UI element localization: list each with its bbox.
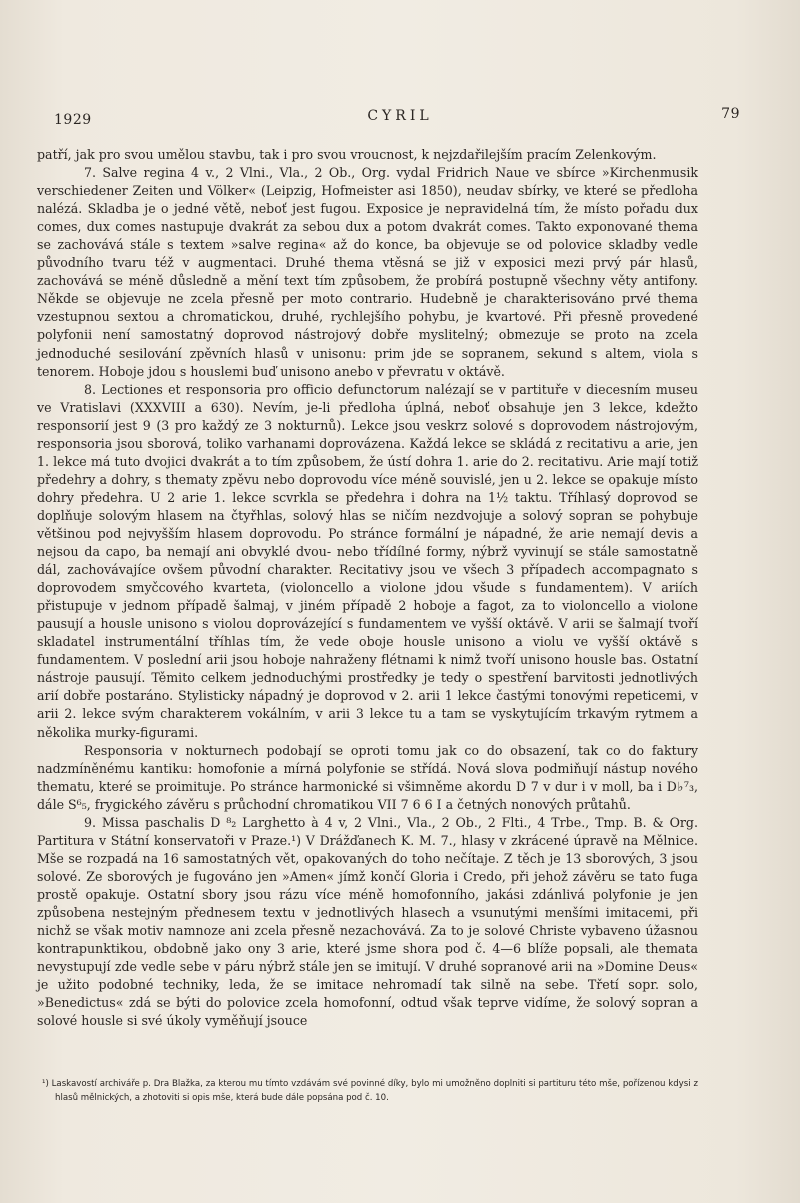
running-header: [50, 106, 750, 130]
paragraph-item-7: 7. Salve regina 4 v., 2 Vlni., Vla., 2 Ob., Org. vydal Fridrich Naue ve sbírce »Kirchenmusik verschiedener Zeiten und Völker« (Leipzig, Hofmeister asi 1850), neudav sbírky, ve které se předloha nalézá. Skladba je o jedné větě, neboť jest fugou. Exposice je nepravidelná tím, že místo pořadu dux comes, dux comes nastupuje dvakrát za sebou dux a potom dvakrát comes. Takto exponované thema se zachovává stále s textem »salve regina« až do konce, ba objevuje se od polovice skladby vedle původního tvaru též v augmentaci. Druhé thema vtěsná se již v exposici mezi prvý pár hlasů, zachovává se méně důsledně a mění text tím způsobem, že probírá postupně všechny věty antifony. Někde se objevuje ne zcela přesně per moto contrario. Hudebně je charakterisováno prvé thema vzestupnou sextou a chromatickou, druhé, rychlejšího pohybu, je kvartové. Při přesně provedené polyfonii není samostatný doprovod nástrojový dobře myslitelný; obmezuje se proto na zcela jednoduché sesilování zpěvních hlasů v unisonu: prim jde se sopranem, sekund s altem, viola s tenorem. Hoboje jdou s houslemi buď unisono anebo v převratu v oktávě.: [37, 165, 698, 379]
paragraph-continuation: patří, jak pro svou umělou stavbu, tak i pro svou vroucnost, k nejzdařilejším pracím Zelenkovým.: [37, 147, 657, 162]
paragraph-item-8: 8. Lectiones et responsoria pro officio defunctorum nalézají se v partituře v diecesním museu ve Vratislavi (XXXVIII a 630). Nevím, je-li předloha úplná, neboť obsahuje jen 3 lekce, kdežto responsorií jest 9 (3 pro každý ze 3 nokturnů). Lekce jsou veskrz solové s doprovodem nástrojovým, responsoria jsou sborová, toliko varhanami doprovázena. Každá lekce se skládá z recitativu a arie, jen 1. lekce má tuto dvojici dvakrát a to tím způsobem, že ústí dohra 1. arie do 2. recitativu. Arie mají totiž předehry a dohry, s thematy zpěvu nebo doprovodu více méně souvislé, jen u 2. lekce se opakuje místo dohry předehra. U 2 arie 1. lekce scvrkla se předehra i dohra na 1½ taktu. Tříhlasý doprovod se doplňuje solovým hlasem na čtyřhlas, solový hlas se ničím nezdvojuje a solový sopran se pohybuje většinou pod nejvyšším hlasem doprovodu. Po stránce formální je nápadné, že arie nemají devis a nejsou da capo, ba nemají ani obvyklé dvou- nebo třídílné formy, nýbrž vyvinují se stále samostatně dál, zachovávajíce ovšem původní charakter. Recitativy jsou ve všech 3 případech accompagnato s doprovodem smyčcového kvarteta, (violoncello a violone jdou všude s fundamentem). V ariích přistupuje v jednom případě šalmaj, v jiném případě 2 hoboje a fagot, za to violoncello a violone pausují a housle unisono s violou doprovázející s fundamentem ve vyšší oktávě. V arii se šalmají tvoří skladatel instrumentální tříhlas tím, že vede oboje housle unisono a violu ve vyšší oktávě s fundamentem. V poslední arii jsou hoboje nahraženy flétnami k nimž tvoří unisono housle bas. Ostatní nástroje pausují. Těmito celkem jednoduchými prostředky je tedy o spestření barvitosti jednotlivých arií dobře postaráno. Stylisticky nápadný je doprovod v 2. arii 1 lekce častými tonovými repeticemi, v arii 2. lekce svým charakterem vokálním, v arii 3 lekce tu a tam se vyskytujícím trkavým rytmem a několika murky-figurami.: [37, 381, 698, 740]
page-number: 79: [721, 106, 740, 122]
paragraph-item-9: 9. Missa paschalis D ⁸₂ Larghetto à 4 v, 2 Vlni., Vla., 2 Ob., 2 Flti., 4 Trbe., Tmp. B. & Org. Partitura v Státní konservatoři v Praze.¹) V Drážďanech K. M. 7., hlasy v zkrácené úpravě na Mělnice. Mše se rozpadá na 16 samostatných vět, opakovaných do toho nečítaje. Z těch je 13 sborových, 3 jsou solové. Ze sborových je fugováno jen »Amen« jímž končí Gloria i Credo, při jehož závěru se tato fuga prostě opakuje. Ostatní sbory jsou rázu více méně homofonního, jakási zdánlivá polyfonie je jen způsobena nestejným přednesem textu v jednotlivých hlasech a vsunutými menšími imitacemi, při nichž se však motiv namnoze ani zcela přesně nezachovává. Za to je solové Christe vybaveno úžasnou kontrapunktikou, obdobně jako ony 3 arie, které jsme shora pod č. 4—6 blíže popsali, ale themata nevystupují zde vedle sebe v páru nýbrž stále jen se imitují. V druhé sopranové arii na »Domine Deus« je užito podobné techniky, leda, že se imitace nehromadí tak silně na sebe. Třetí sopr. solo, »Benedictus« zdá se býti do polovice zcela homofonní, odtud však teprve vidíme, že solový sopran a solové housle si své úkoly vyměňují jsouce: [37, 814, 698, 1029]
footnote-1: ¹) Laskavostí archiváře p. Dra Blažka, za kterou mu tímto vzdávám své povinné díky, bylo mi umožněno doplniti si partituru této mše, pořízenou kdysi z hlasů mělnických, a zhotoviti si opis mše, která bude dále popsána pod č. 10.: [42, 1079, 698, 1103]
body-text: [37, 146, 698, 1030]
header-year: 1929: [54, 112, 92, 128]
paragraph-responsoria: Responsoria v nokturnech podobají se oproti tomu jak co do obsazení, tak co do faktury nadzmíněnému kantiku: homofonie a mírná polyfonie se střídá. Nová slova podmiňují nástup nového thematu, které se proimituje. Po stránce harmonické si všimněme akordu D 7 v dur i v moll, ba i D♭⁷₃, dále S⁶₅, frygického závěru s průchodní chromatikou VII 7 6 6 I a četných nonových průtahů.: [37, 742, 698, 812]
footnote-area: [38, 1078, 698, 1105]
header-title: CYRIL: [367, 108, 433, 124]
